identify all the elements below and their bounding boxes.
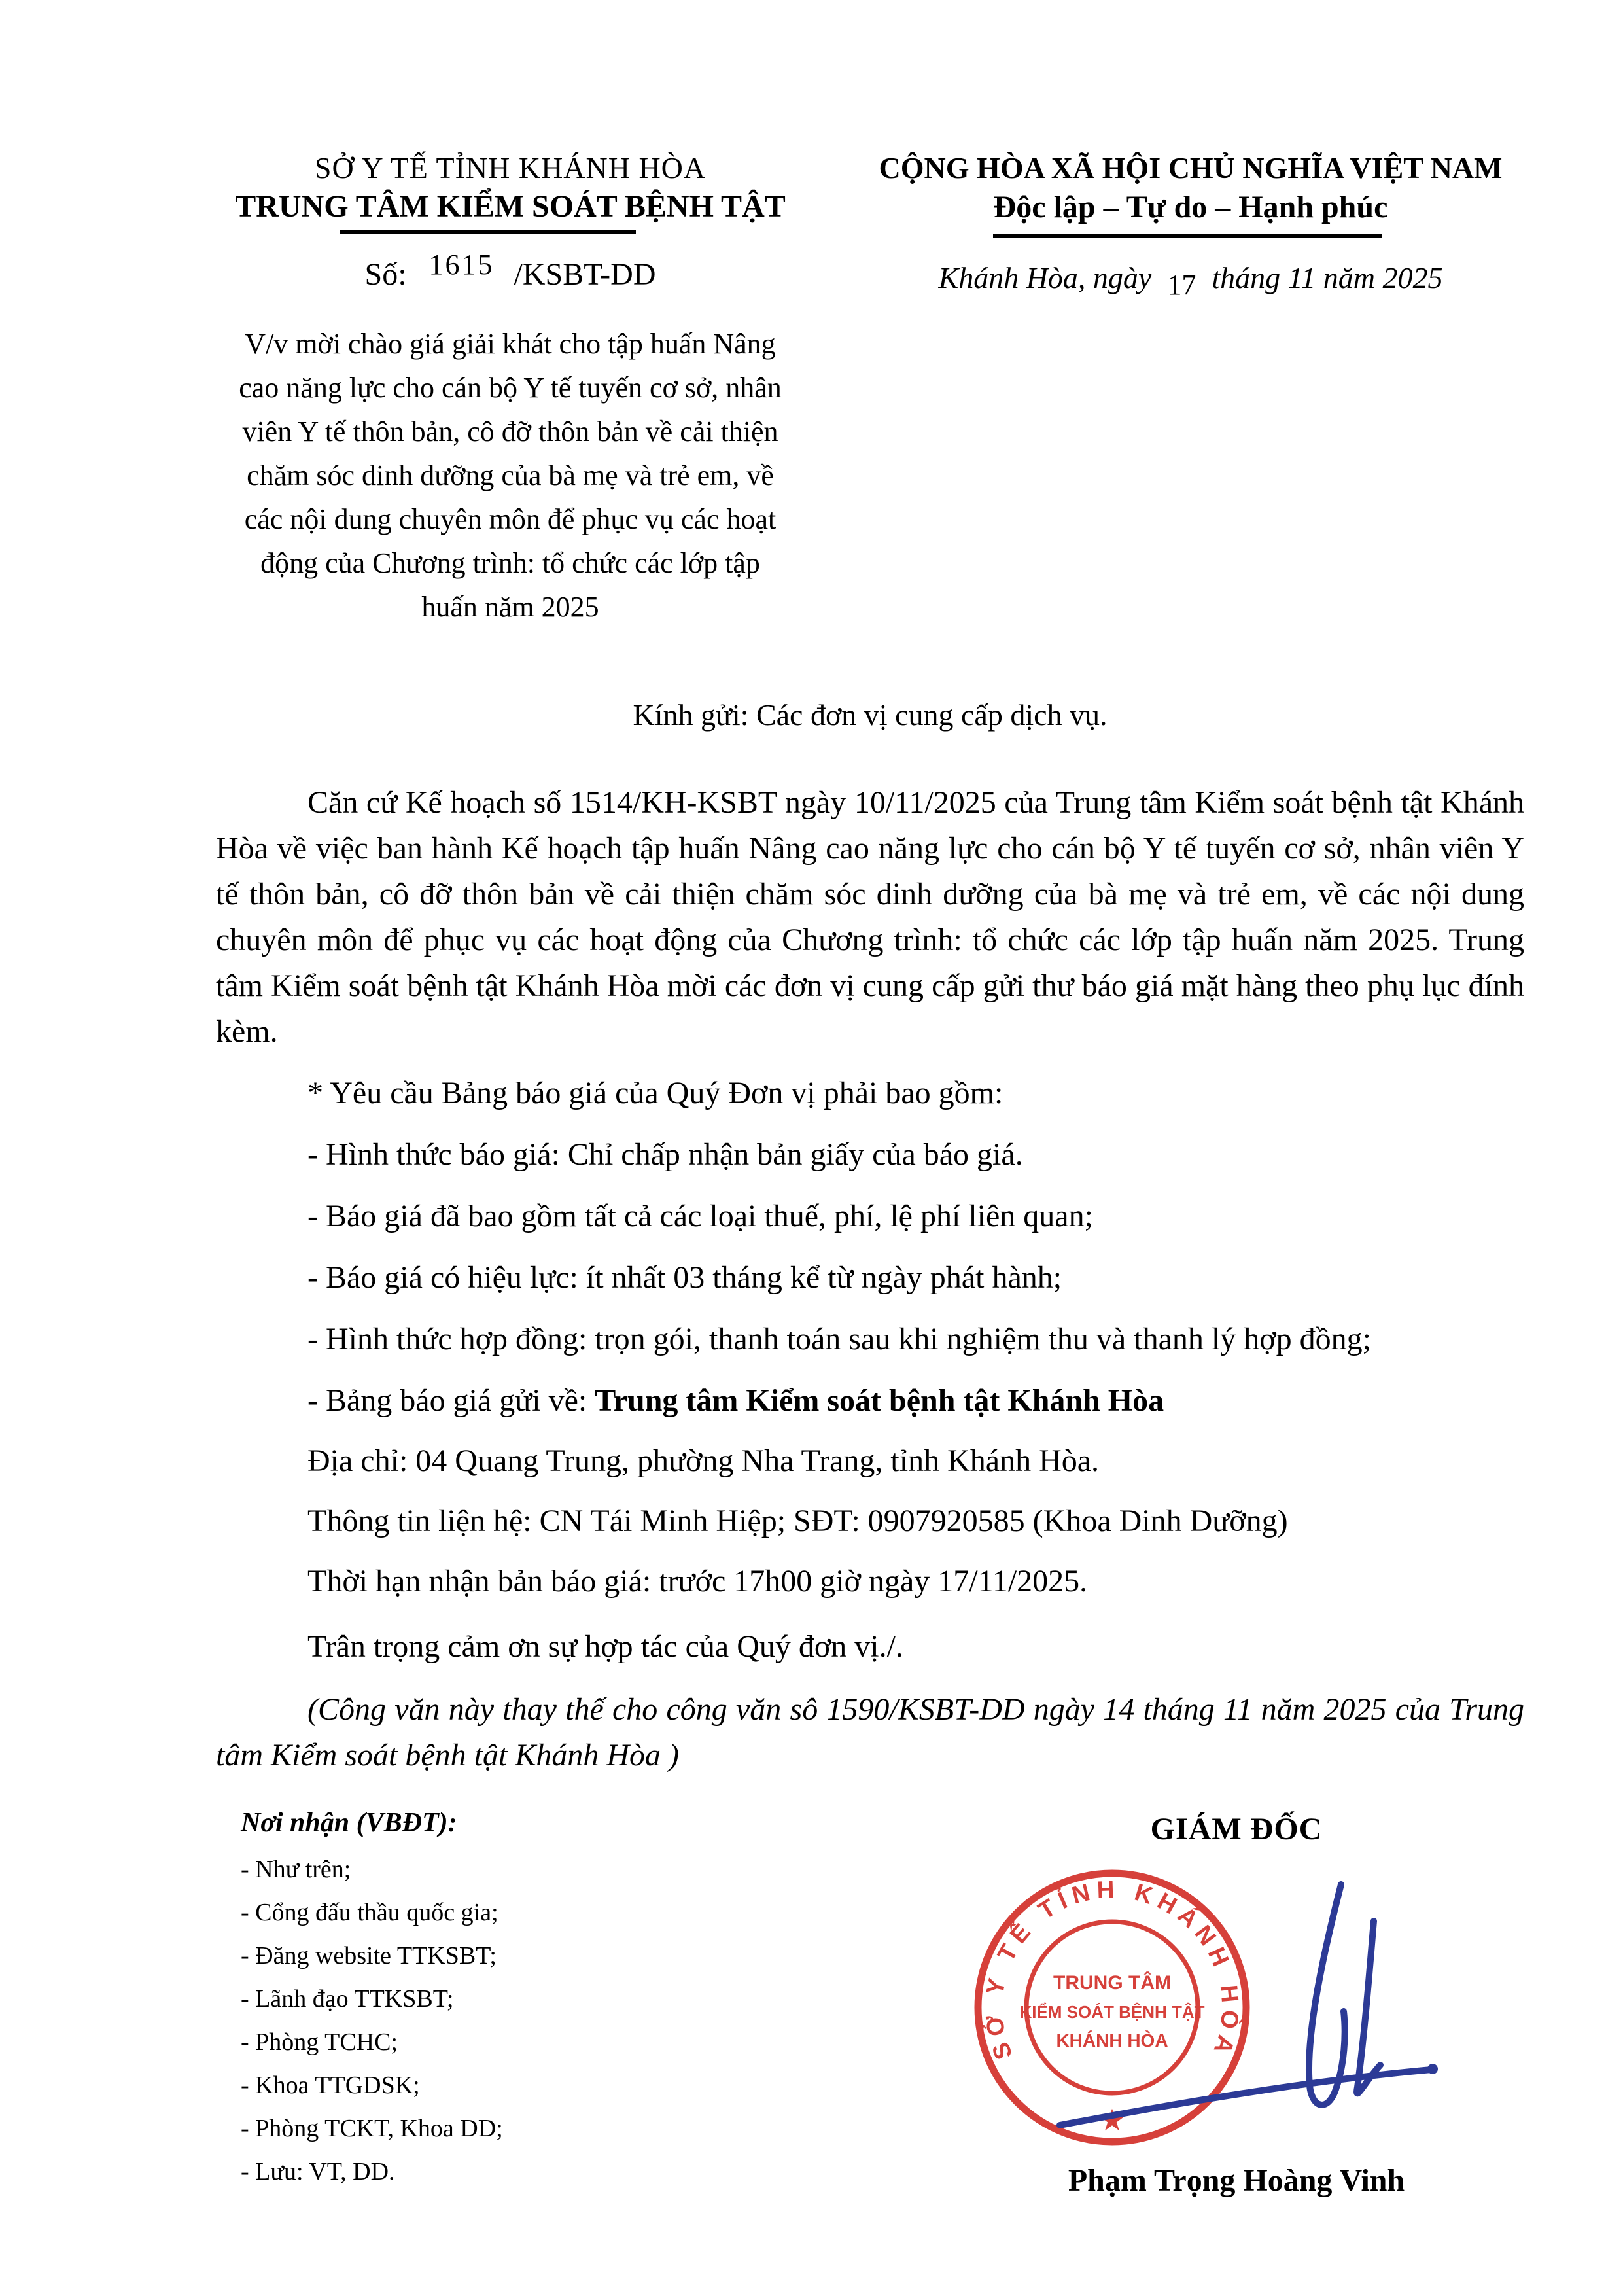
document-number-label: Số:	[364, 257, 407, 292]
seal-text-arc	[1002, 1898, 1222, 2085]
signature-secondary-stroke	[1357, 1921, 1380, 2093]
signer-name: Phạm Trọng Hoàng Vinh	[1068, 2163, 1405, 2198]
document-subject: V/v mời chào giá giải khát cho tập huấn Nâng cao năng lực cho cán bộ Y tế tuyến cơ sở, nhân viên Y tế thôn bản, cô đỡ thôn bản về cải thiện chăm sóc dinh dưỡng của bà mẹ và trẻ em, về các nội dung chuyên môn để phục vụ các hoạt động của Chương trình: tổ chức các lớp tập huấn năm 2025	[239, 328, 782, 623]
replacement-note: (Công văn này thay thế cho công văn sô 1590/KSBT-DD ngày 14 tháng 11 năm 2025 của Trung tâm Kiểm soát bệnh tật Khánh Hòa )	[216, 1692, 1524, 1773]
document-body	[216, 780, 1524, 1778]
salutation-line: Kính gửi: Các đơn vị cung cấp dịch vụ.	[633, 698, 1108, 732]
requirement-item: - Hình thức hợp đồng: trọn gói, thanh toán sau khi nghiệm thu và thanh lý hợp đồng;	[307, 1322, 1371, 1356]
date-prefix: Khánh Hòa, ngày	[938, 261, 1152, 294]
send-to-recipient: Trung tâm Kiểm soát bệnh tật Khánh Hòa	[595, 1383, 1164, 1418]
issuing-agency-block	[203, 149, 818, 226]
recipient-item: - Cổng đấu thầu quốc gia;	[241, 1899, 498, 1926]
requirements-intro: * Yêu cầu Bảng báo giá của Quý Đơn vị phải bao gồm:	[307, 1076, 1003, 1110]
signature-underline-stroke	[1060, 2070, 1431, 2125]
requirement-item: - Báo giá đã bao gồm tất cả các loại thuế, phí, lệ phí liên quan;	[307, 1199, 1093, 1233]
recipients-block	[241, 1807, 803, 2193]
signer-position-title: GIÁM ĐỐC	[1150, 1812, 1323, 1846]
recipients-title: Nơi nhận (VBĐT):	[241, 1808, 457, 1838]
thanks-line: Trân trọng cảm ơn sự hợp tác của Quý đơn vị./.	[307, 1629, 903, 1664]
recipient-item: - Lãnh đạo TTKSBT;	[241, 1985, 454, 2013]
parent-agency-name: SỞ Y TẾ TỈNH KHÁNH HÒA	[314, 151, 707, 185]
seal-and-signature-graphic	[949, 1844, 1459, 2210]
recipient-item: - Như trên;	[241, 1856, 351, 1883]
seal-star-icon: ★	[1098, 2104, 1126, 2137]
seal-outer-ring	[978, 1873, 1246, 2142]
agency-underline-rule	[340, 230, 636, 234]
send-to-line	[216, 1378, 1524, 1424]
date-day-value: 17	[1167, 269, 1196, 301]
date-suffix: tháng 11 năm 2025	[1212, 261, 1443, 294]
seal-line-2: KIỂM SOÁT BỆNH TẬT	[1019, 2002, 1205, 2022]
motto-line: Độc lập – Tự do – Hạnh phúc	[993, 190, 1388, 224]
deadline-line: Thời hạn nhận bản báo giá: trước 17h00 giờ ngày 17/11/2025.	[307, 1564, 1088, 1598]
contact-line: Thông tin liện hệ: CN Tái Minh Hiệp; SĐT: 0907920585 (Khoa Dinh Dưỡng)	[307, 1504, 1288, 1538]
send-to-prefix: - Bảng báo giá gửi về:	[307, 1383, 595, 1418]
requirement-item: - Hình thức báo giá: Chỉ chấp nhận bản giấy của báo giá.	[307, 1137, 1023, 1172]
recipient-item: - Đăng website TTKSBT;	[241, 1942, 497, 1969]
document-number-suffix: /KSBT-DD	[514, 257, 656, 292]
motto-underline-rule	[993, 234, 1382, 238]
official-seal	[978, 1873, 1246, 2142]
place-date-line	[831, 260, 1550, 301]
requirement-item: - Báo giá có hiệu lực: ít nhất 03 tháng kể từ ngày phát hành;	[307, 1260, 1062, 1295]
seal-line-3: KHÁNH HÒA	[1056, 2030, 1168, 2051]
address-line: Địa chỉ: 04 Quang Trung, phường Nha Trang, tỉnh Khánh Hòa.	[307, 1443, 1100, 1478]
signature-ink	[1060, 1884, 1438, 2125]
recipient-item: - Lưu: VT, DD.	[241, 2158, 395, 2185]
signature-end-dot	[1427, 2064, 1438, 2074]
recipient-item: - Phòng TCKT, Khoa DD;	[241, 2115, 503, 2142]
document-number-line	[203, 249, 818, 292]
body-paragraph: Căn cứ Kế hoạch số 1514/KH-KSBT ngày 10/11/2025 của Trung tâm Kiểm soát bệnh tật Khánh Hòa về việc ban hành Kế hoạch tập huấn Nâng cao năng lực cho cán bộ Y tế tuyến cơ sở, nhân viên Y tế thôn bản, cô đỡ thôn bản về cải thiện chăm sóc dinh dưỡng của bà mẹ và trẻ em, về các nội dung chuyên môn để phục vụ các hoạt động của Chương trình: tổ chức các lớp tập huấn năm 2025. Trung tâm Kiểm soát bệnh tật Khánh Hòa mời các đơn vị cung cấp gửi thư báo giá mặt hàng theo phụ lục đính kèm.	[216, 785, 1524, 1049]
seal-inner-ring	[1026, 1922, 1198, 2093]
national-motto-block	[831, 149, 1550, 228]
agency-name: TRUNG TÂM KIỂM SOÁT BỆNH TẬT	[235, 189, 786, 224]
recipient-item: - Phòng TCHC;	[241, 2028, 398, 2056]
document-number-value: 1615	[428, 249, 495, 281]
recipient-item: - Khoa TTGDSK;	[241, 2072, 420, 2099]
seal-ring-text: SỞ Y TẾ TỈNH KHÁNH HÒA	[980, 1875, 1244, 2064]
seal-line-1: TRUNG TÂM	[1053, 1972, 1171, 1994]
country-title: CỘNG HÒA XÃ HỘI CHỦ NGHĨA VIỆT NAM	[879, 151, 1503, 185]
signature-loop-stroke	[1309, 1884, 1345, 2105]
